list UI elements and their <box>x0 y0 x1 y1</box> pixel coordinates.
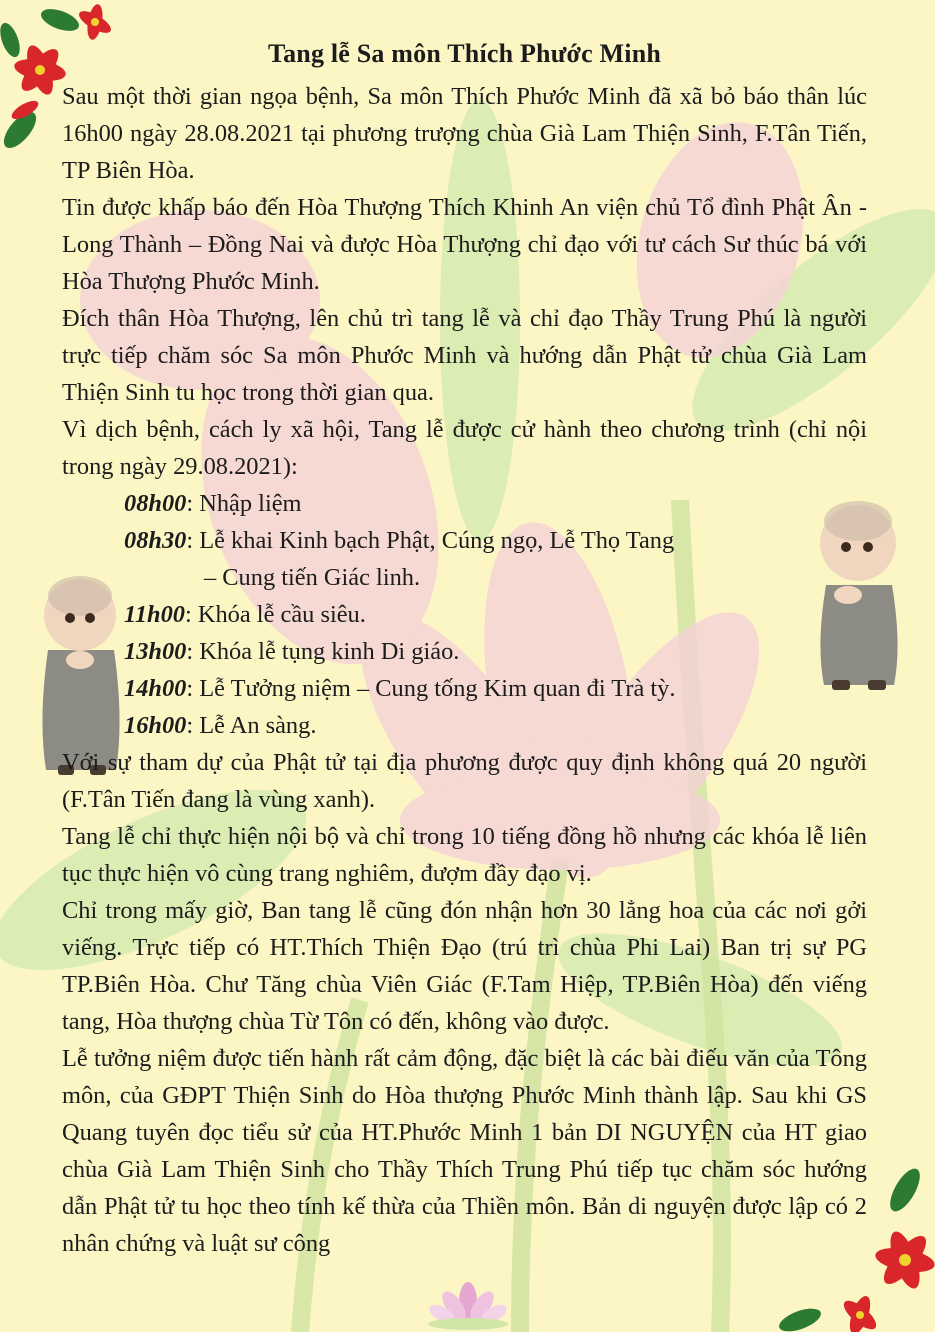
document-body <box>62 36 867 1262</box>
paragraph: Vì dịch bệnh, cách ly xã hội, Tang lễ được cử hành theo chương trình (chỉ nội trong ngày 29.08.2021): <box>62 416 867 480</box>
schedule-desc: : Lễ Tưởng niệm – Cung tống Kim quan đi Trà tỳ. <box>186 675 676 702</box>
schedule-item <box>124 707 867 744</box>
schedule-item <box>124 633 867 670</box>
paragraph: Sau một thời gian ngọa bệnh, Sa môn Thích Phước Minh đã xã bỏ báo thân lúc 16h00 ngày 28.08.2021 tại phương trượng chùa Già Lam Thiện Sinh, F.Tân Tiến, TP Biên Hòa. <box>62 83 867 184</box>
schedule-item <box>124 522 867 559</box>
paragraph: Đích thân Hòa Thượng, lên chủ trì tang lễ và chỉ đạo Thầy Trung Phú là người trực tiếp chăm sóc Sa môn Phước Minh và hướng dẫn Phật tử chùa Già Lam Thiện Sinh tu học trong thời gian qua. <box>62 305 867 406</box>
paragraph: Chỉ trong mấy giờ, Ban tang lễ cũng đón nhận hơn 30 lẳng hoa của các nơi gởi viếng. Trực tiếp có HT.Thích Thiện Đạo (trú trì chùa Phi Lai) Ban trị sự PG TP.Biên Hòa. Chư Tăng chùa Viên Giác (F.Tam Hiệp, TP.Biên Hòa) đến viếng tang, Hòa thượng chùa Từ Tôn có đến, không vào được. <box>62 897 867 1035</box>
schedule-desc: : Nhập liệm <box>186 490 302 517</box>
schedule-time: 16h00 <box>124 712 187 739</box>
schedule-desc: : Khóa lễ cầu siêu. <box>185 601 366 628</box>
paragraph: Với sự tham dự của Phật tử tại địa phương được quy định không quá 20 người (F.Tân Tiến đang là vùng xanh). <box>62 749 867 813</box>
paragraph: Lễ tưởng niệm được tiến hành rất cảm động, đặc biệt là các bài điếu văn của Tông môn, của GĐPT Thiện Sinh do Hòa thượng Phước Minh thành lập. Sau khi GS Quang tuyên đọc tiểu sử của HT.Phước Minh 1 bản DI NGUYỆN của HT giao chùa Già Lam Thiện Sinh cho Thầy Thích Trung Phú tiếp tục chăm sóc hướng dẫn Phật tử tu học theo tính kế thừa của Thiền môn. Bản di nguyện được lập có 2 nhân chứng và luật sư công <box>62 1045 867 1257</box>
schedule-time: 08h30 <box>124 527 187 554</box>
schedule-item <box>124 485 867 522</box>
lotus-footer-icon <box>426 1282 509 1330</box>
schedule-desc: : Khóa lễ tụng kinh Di giáo. <box>186 638 460 665</box>
paragraph: Tin được khấp báo đến Hòa Thượng Thích Khinh An viện chủ Tổ đình Phật Ân - Long Thành – Đồng Nai và được Hòa Thượng chỉ đạo với tư cách Sư thúc bá với Hòa Thượng Phước Minh. <box>62 194 867 295</box>
schedule-item <box>124 596 867 633</box>
paragraph: Tang lễ chỉ thực hiện nội bộ và chỉ trong 10 tiếng đồng hồ nhưng các khóa lễ liên tục thực hiện vô cùng trang nghiêm, đượm đầy đạo vị. <box>62 823 867 887</box>
schedule-desc: : Lễ An sàng. <box>186 712 317 739</box>
schedule-time: 08h00 <box>124 490 187 517</box>
schedule-desc: : Lễ khai Kinh bạch Phật, Cúng ngọ, Lễ Thọ Tang <box>186 527 675 554</box>
schedule-time: 11h00 <box>124 601 185 628</box>
schedule-time: 14h00 <box>124 675 187 702</box>
document-title: Tang lễ Sa môn Thích Phước Minh <box>267 39 662 68</box>
schedule-list <box>62 485 867 744</box>
schedule-item <box>124 670 867 707</box>
schedule-continuation: – Cung tiến Giác linh. <box>204 564 421 591</box>
schedule-time: 13h00 <box>124 638 187 665</box>
